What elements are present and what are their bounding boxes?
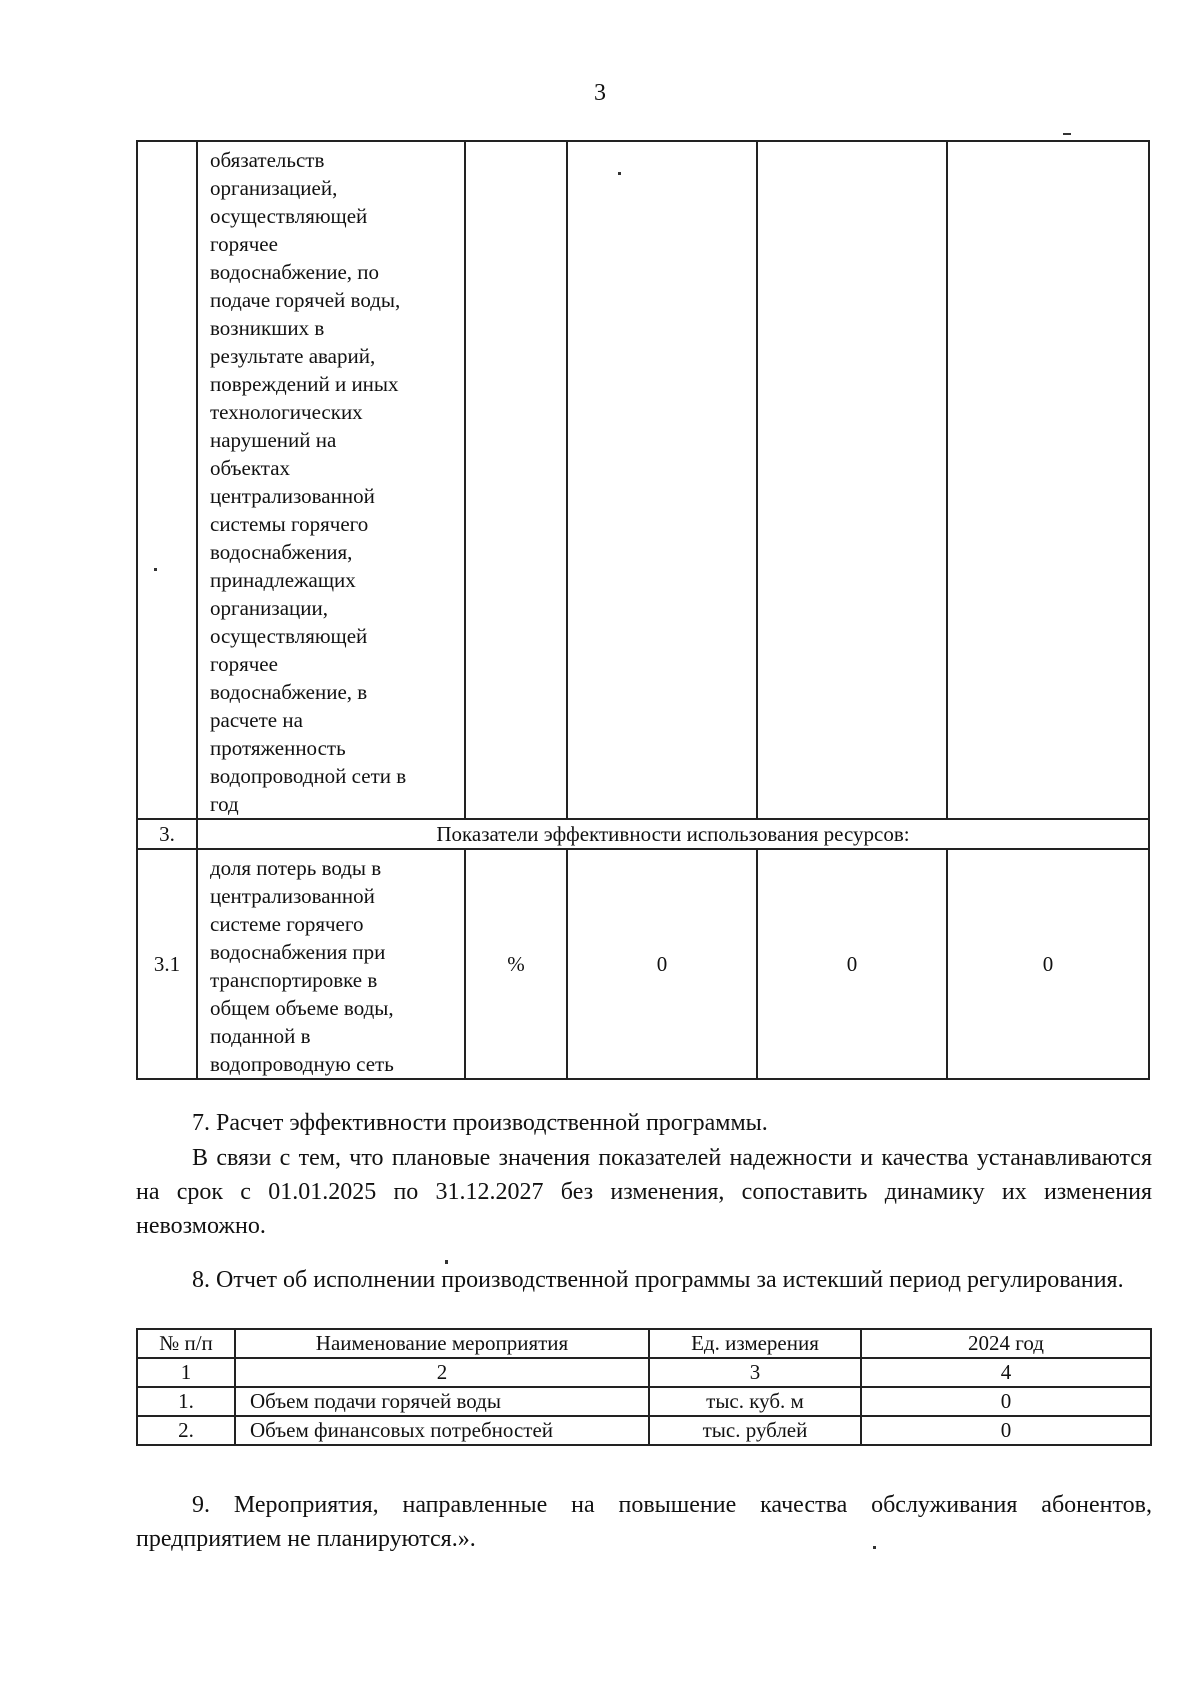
indicator-name-line: общем объеме воды, xyxy=(210,996,394,1020)
indicator-name-line: централизованной xyxy=(210,884,375,908)
indicator-name-line: принадлежащих xyxy=(210,568,356,592)
indicator-name-cell xyxy=(197,141,465,819)
indicator-name-line: осуществляющей xyxy=(210,624,368,648)
scan-speck xyxy=(445,1260,448,1264)
value-cell-3 xyxy=(947,141,1149,819)
indicator-name-line: протяженность xyxy=(210,736,346,760)
indicator-name-lines xyxy=(210,146,458,818)
table-row-continued xyxy=(137,141,1149,819)
row-number: 1. xyxy=(137,1387,235,1416)
page-number: 3 xyxy=(594,80,606,106)
indicator-name-line: горячее xyxy=(210,232,278,256)
measure-name: Объем финансовых потребностей xyxy=(235,1416,649,1445)
row-number: 2. xyxy=(137,1416,235,1445)
indicator-name-line: водоснабжения при xyxy=(210,940,386,964)
value-cell-1 xyxy=(567,141,757,819)
column-number: 4 xyxy=(861,1358,1151,1387)
indicator-name-line: поданной в xyxy=(210,1024,311,1048)
row-number-cell: 3.1 xyxy=(137,849,197,1079)
section-7-heading: 7. Расчет эффективности производственной программы. xyxy=(192,1110,768,1136)
indicator-name-line: водопроводной сети в xyxy=(210,764,407,788)
indicator-name-line: централизованной xyxy=(210,484,375,508)
measure-unit: тыс. рублей xyxy=(649,1416,861,1445)
unit-cell: % xyxy=(465,849,567,1079)
table-row xyxy=(137,1416,1151,1445)
indicator-name-line: водоснабжения, xyxy=(210,540,353,564)
indicator-name-line: осуществляющей xyxy=(210,204,368,228)
header-unit: Ед. измерения xyxy=(649,1329,861,1358)
value-cell-2 xyxy=(757,141,947,819)
measure-unit: тыс. куб. м xyxy=(649,1387,861,1416)
indicator-name-line: водопроводную сеть xyxy=(210,1052,394,1076)
unit-cell xyxy=(465,141,567,819)
header-name: Наименование мероприятия xyxy=(235,1329,649,1358)
indicator-name-line: результате аварий, xyxy=(210,344,376,368)
section-9-text xyxy=(136,1488,1152,1556)
header-year: 2024 год xyxy=(861,1329,1151,1358)
header-num: № п/п xyxy=(137,1329,235,1358)
indicator-name-line: возникших в xyxy=(210,316,325,340)
indicator-name-line: водоснабжение, по xyxy=(210,260,380,284)
indicators-table xyxy=(136,140,1150,1080)
section-7-text xyxy=(136,1141,1152,1243)
indicator-name-line: расчете на xyxy=(210,708,303,732)
indicator-name-cell xyxy=(197,849,465,1079)
section-8-body: 8. Отчет об исполнении производственной программы за истекший период регулирования. xyxy=(192,1267,1124,1293)
report-header-row xyxy=(137,1329,1151,1358)
indicator-name-line: транспортировке в xyxy=(210,968,378,992)
row-number-cell xyxy=(137,141,197,819)
column-number: 2 xyxy=(235,1358,649,1387)
indicator-name-line: горячее xyxy=(210,652,278,676)
section-number-cell: 3. xyxy=(137,819,197,849)
indicator-name-line: обязательств xyxy=(210,148,325,172)
indicator-name-line: доля потерь воды в xyxy=(210,856,382,880)
indicator-name-line: технологических xyxy=(210,400,363,424)
measure-value: 0 xyxy=(861,1416,1151,1445)
report-column-numbers-row xyxy=(137,1358,1151,1387)
scan-speck xyxy=(618,172,621,175)
scan-speck xyxy=(154,568,157,571)
indicator-name-line: водоснабжение, в xyxy=(210,680,368,704)
section-title-cell: Показатели эффективности использования ресурсов: xyxy=(197,819,1149,849)
section-3-row xyxy=(137,819,1149,849)
indicator-name-lines xyxy=(210,854,458,1078)
report-table xyxy=(136,1328,1152,1446)
section-7-body: В связи с тем, что плановые значения показателей надежности и качества устанавливаются на срок с 01.01.2025 по 31.12.2027 без изменения, сопоставить динамику их изменения невозможно. xyxy=(136,1145,1152,1239)
table-row xyxy=(137,1387,1151,1416)
section-8-text xyxy=(136,1264,1152,1296)
value-cell-2: 0 xyxy=(757,849,947,1079)
indicator-name-line: подаче горячей воды, xyxy=(210,288,401,312)
table-row-3-1 xyxy=(137,849,1149,1079)
measure-value: 0 xyxy=(861,1387,1151,1416)
column-number: 3 xyxy=(649,1358,861,1387)
value-cell-1: 0 xyxy=(567,849,757,1079)
scan-speck xyxy=(873,1546,876,1549)
indicator-name-line: год xyxy=(210,792,239,816)
indicator-name-line: системе горячего xyxy=(210,912,364,936)
section-9-body: 9. Мероприятия, направленные на повышение качества обслуживания абонентов, предприятием не планируются.». xyxy=(136,1492,1152,1552)
scan-speck xyxy=(1063,133,1071,135)
column-number: 1 xyxy=(137,1358,235,1387)
measure-name: Объем подачи горячей воды xyxy=(235,1387,649,1416)
value-cell-3: 0 xyxy=(947,849,1149,1079)
indicator-name-line: организации, xyxy=(210,596,328,620)
indicator-name-line: системы горячего xyxy=(210,512,369,536)
indicator-name-line: объектах xyxy=(210,456,291,480)
indicator-name-line: организацией, xyxy=(210,176,338,200)
indicator-name-line: нарушений на xyxy=(210,428,337,452)
indicator-name-line: повреждений и иных xyxy=(210,372,399,396)
